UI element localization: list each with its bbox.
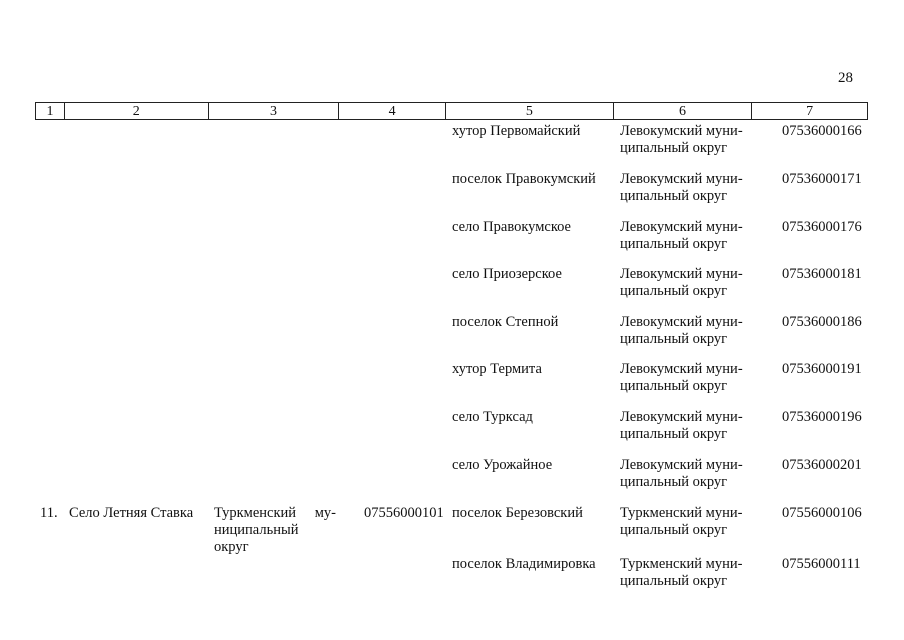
district-name (620, 219, 750, 253)
settlement-name: поселок Владимировка (452, 556, 596, 572)
district-line: ниципальный (214, 522, 299, 538)
district-line: Левокумский муни- (620, 219, 743, 235)
page-number: 28 (838, 70, 853, 86)
district-line: Туркменский муни- (620, 556, 743, 572)
district-name (620, 457, 750, 491)
district-line: ципальный округ (620, 474, 728, 490)
settlement-code: 07556000111 (782, 556, 861, 572)
district-line: Левокумский муни- (620, 361, 743, 377)
district-line: ципальный округ (620, 331, 728, 347)
district-word: Туркменский (214, 505, 297, 521)
settlement-name: село Приозерское (452, 266, 562, 282)
district-line: Левокумский муни- (620, 409, 743, 425)
settlement-code: 07536000181 (782, 266, 862, 282)
district-line (214, 505, 336, 522)
row-number: 11. (40, 505, 58, 521)
settlement-name: поселок Степной (452, 314, 559, 330)
district-line: Туркменский муни- (620, 505, 743, 521)
header-cell-3: 3 (209, 103, 340, 119)
settlement-code: 07556000106 (782, 505, 862, 521)
district-line: округ (214, 539, 249, 555)
district-line: ципальный округ (620, 426, 728, 442)
district-line: Левокумский муни- (620, 314, 743, 330)
district-line: ципальный округ (620, 378, 728, 394)
group-code: 07556000101 (364, 505, 444, 521)
table-header-row (35, 102, 868, 120)
district-name (620, 171, 750, 205)
settlement-code: 07536000166 (782, 123, 862, 139)
settlement-code: 07536000191 (782, 361, 862, 377)
district-name (620, 505, 750, 539)
district-name (620, 409, 750, 443)
district-line: ципальный округ (620, 283, 728, 299)
district-line: Левокумский муни- (620, 266, 743, 282)
settlement-code: 07536000171 (782, 171, 862, 187)
administrative-center: Село Летняя Ставка (69, 505, 194, 521)
district-line: Левокумский муни- (620, 123, 743, 139)
district-line: ципальный округ (620, 236, 728, 252)
district-line: ципальный округ (620, 140, 728, 156)
settlement-code: 07536000201 (782, 457, 862, 473)
district-name (620, 266, 750, 300)
district-line: ципальный округ (620, 188, 728, 204)
settlement-name: хутор Первомайский (452, 123, 581, 139)
district-line: Левокумский муни- (620, 457, 743, 473)
district-name (620, 314, 750, 348)
settlement-name: поселок Правокумский (452, 171, 596, 187)
district-name (620, 556, 750, 590)
header-cell-4: 4 (339, 103, 446, 119)
settlement-code: 07536000196 (782, 409, 862, 425)
settlement-name: село Турксад (452, 409, 533, 425)
settlement-name: хутор Термита (452, 361, 542, 377)
header-cell-1: 1 (36, 103, 65, 119)
settlement-name: поселок Березовский (452, 505, 583, 521)
group-district-name (214, 505, 336, 556)
district-name (620, 123, 750, 157)
district-line: Левокумский муни- (620, 171, 743, 187)
header-cell-6: 6 (614, 103, 753, 119)
district-word: му- (314, 505, 336, 521)
header-cell-2: 2 (65, 103, 209, 119)
settlement-code: 07536000186 (782, 314, 862, 330)
settlement-name: село Урожайное (452, 457, 553, 473)
district-line: ципальный округ (620, 522, 728, 538)
header-cell-7: 7 (806, 104, 814, 119)
header-cell-5: 5 (446, 103, 614, 119)
district-name (620, 361, 750, 395)
settlement-name: село Правокумское (452, 219, 571, 235)
district-line: ципальный округ (620, 573, 728, 589)
settlement-code: 07536000176 (782, 219, 862, 235)
